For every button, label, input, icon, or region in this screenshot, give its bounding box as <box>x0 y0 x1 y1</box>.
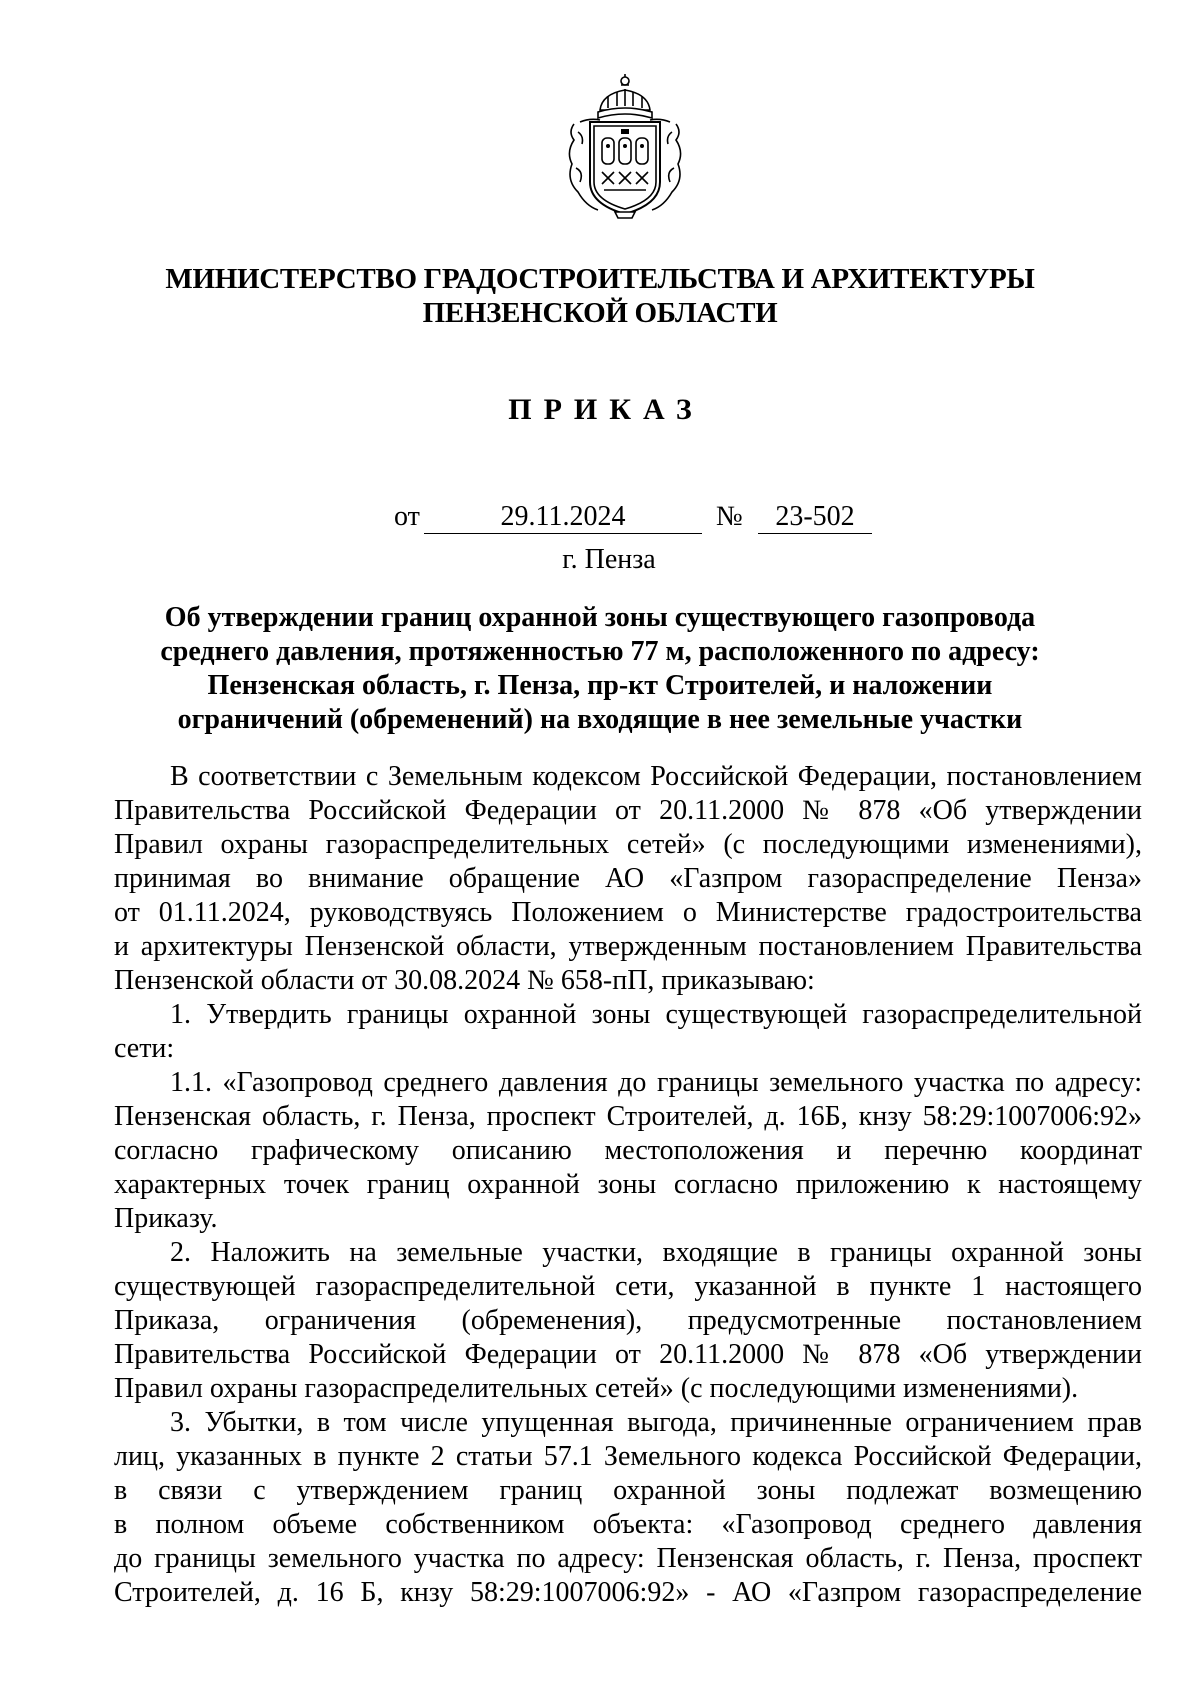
number-prefix-label: № <box>716 501 743 532</box>
ministry-name-line1: МИНИСТЕРСТВО ГРАДОСТРОИТЕЛЬСТВА И АРХИТЕКТУРЫ <box>165 263 1035 295</box>
subject-line: среднего давления, протяженностью 77 м, расположенного по адресу: <box>160 636 1040 667</box>
body-text-line: Правил охраны газораспределительных сетей» (с последующими изменениями). <box>114 1373 1079 1404</box>
body-text-line: в связи с утверждением границ охранной зоны подлежат возмещению <box>114 1475 1142 1506</box>
body-text-line: Пензенская область, г. Пенза, проспект Строителей, д. 16Б, кнзу 58:29:1007006:92» <box>114 1101 1142 1132</box>
body-text-line: лиц, указанных в пункте 2 статьи 57.1 Земельного кодекса Российской Федерации, <box>114 1441 1142 1472</box>
coat-of-arms-emblem <box>560 72 690 222</box>
body-text-line: 1. Утвердить границы охранной зоны существующей газораспределительной <box>170 999 1142 1030</box>
body-text-line: Строителей, д. 16 Б, кнзу 58:29:1007006:92» - АО «Газпром газораспределение <box>114 1577 1142 1608</box>
date-prefix-label: от <box>394 501 420 532</box>
order-number-value: 23-502 <box>758 500 872 534</box>
order-city: г. Пенза <box>562 544 656 575</box>
body-text-line: 3. Убытки, в том числе упущенная выгода, причиненные ограничением прав <box>170 1407 1142 1438</box>
subject-line: ограничений (обременений) на входящие в нее земельные участки <box>177 704 1023 735</box>
body-text-line: В соответствии с Земельным кодексом Российской Федерации, постановлением <box>170 761 1142 792</box>
order-subject-heading <box>0 601 1200 737</box>
body-text-line: Приказу. <box>114 1203 218 1234</box>
body-text-line: 2. Наложить на земельные участки, входящие в границы охранной зоны <box>170 1237 1142 1268</box>
body-text-line: до границы земельного участка по адресу: Пензенская область, г. Пенза, проспект <box>114 1543 1142 1574</box>
body-text-line: Правил охраны газораспределительных сетей» (с последующими изменениями), <box>114 829 1142 860</box>
ministry-name-line2: ПЕНЗЕНСКОЙ ОБЛАСТИ <box>422 297 778 329</box>
order-body-text <box>114 760 1142 1610</box>
body-text-line: и архитектуры Пензенской области, утвержденным постановлением Правительства <box>114 931 1142 962</box>
body-text-line: сети: <box>114 1033 175 1064</box>
body-text-line: характерных точек границ охранной зоны согласно приложению к настоящему <box>114 1169 1142 1200</box>
body-text-line: 1.1. «Газопровод среднего давления до границы земельного участка по адресу: <box>170 1067 1142 1098</box>
body-text-line: согласно графическому описанию местоположения и перечню координат <box>114 1135 1142 1166</box>
body-text-line: в полном объеме собственником объекта: «Газопровод среднего давления <box>114 1509 1142 1540</box>
order-date-value: 29.11.2024 <box>424 500 702 534</box>
body-text-line: Правительства Российской Федерации от 20.11.2000 № 878 «Об утверждении <box>114 795 1142 826</box>
body-text-line: существующей газораспределительной сети, указанной в пункте 1 настоящего <box>114 1271 1142 1302</box>
body-text-line: Правительства Российской Федерации от 20.11.2000 № 878 «Об утверждении <box>114 1339 1142 1370</box>
body-text-line: Пензенской области от 30.08.2024 № 658-пП, приказываю: <box>114 965 815 996</box>
subject-line: Пензенская область, г. Пенза, пр-кт Строителей, и наложении <box>207 670 993 701</box>
body-text-line: от 01.11.2024, руководствуясь Положением о Министерстве градостроительства <box>114 897 1142 928</box>
body-text-line: Приказа, ограничения (обременения), предусмотренные постановлением <box>114 1305 1142 1336</box>
body-text-line: принимая во внимание обращение АО «Газпром газораспределение Пенза» <box>114 863 1142 894</box>
document-type-title: ПРИКАЗ <box>508 393 704 426</box>
subject-line: Об утверждении границ охранной зоны существующего газопровода <box>164 602 1036 633</box>
